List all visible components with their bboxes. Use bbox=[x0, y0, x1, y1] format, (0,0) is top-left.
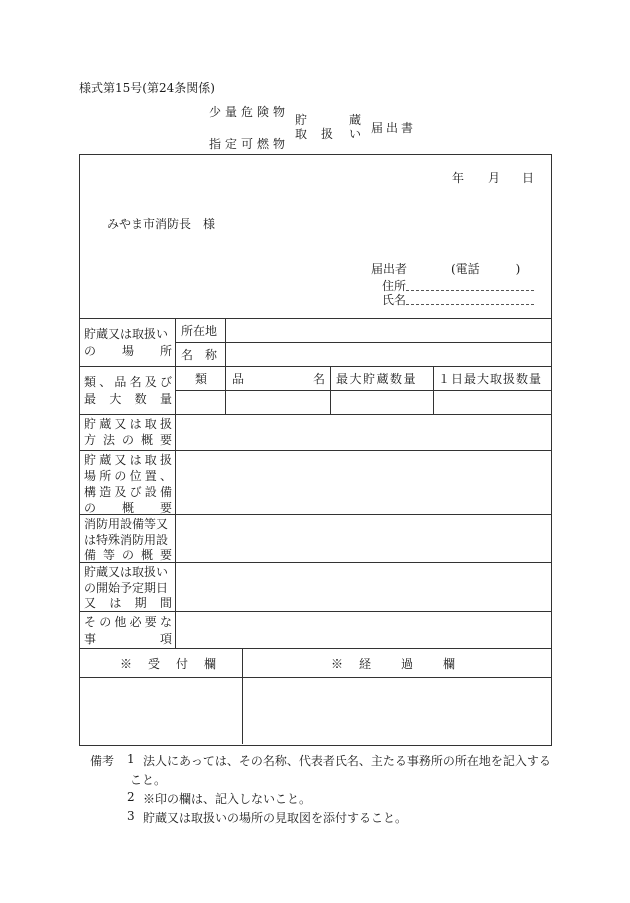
char: 数 bbox=[134, 392, 147, 406]
rule bbox=[79, 648, 551, 649]
phone-label: (電話 ) bbox=[451, 262, 521, 276]
column-max-daily: １日最大取扱数量 bbox=[438, 372, 543, 386]
char: 品 bbox=[114, 375, 127, 389]
facility-label-line2 bbox=[84, 468, 172, 484]
rule bbox=[79, 450, 551, 451]
char: 大 bbox=[109, 392, 122, 406]
method-label-line2 bbox=[84, 432, 172, 448]
char: の bbox=[84, 501, 97, 515]
name-line bbox=[406, 304, 534, 305]
address-label: 住所 bbox=[382, 279, 407, 293]
char: び bbox=[159, 375, 172, 389]
char: 扱 bbox=[159, 453, 172, 467]
char: 概 bbox=[140, 433, 153, 447]
char: 又 bbox=[114, 417, 127, 431]
char: び bbox=[129, 485, 142, 499]
title-store-char: 貯 bbox=[295, 113, 308, 127]
char: の bbox=[121, 433, 134, 447]
char: 又 bbox=[114, 453, 127, 467]
char: 方 bbox=[84, 433, 97, 447]
rule bbox=[175, 318, 176, 648]
title-hold-char: 蔵 bbox=[349, 113, 362, 127]
char: の bbox=[84, 344, 97, 358]
char: 扱 bbox=[159, 417, 172, 431]
remarks-heading: 備考 bbox=[90, 754, 115, 768]
char: 場 bbox=[84, 469, 97, 483]
fire-label-line2: は特殊消防用設 bbox=[84, 533, 169, 547]
date-year: 年 bbox=[452, 171, 465, 185]
char: は bbox=[129, 453, 142, 467]
location-label: 所在地 bbox=[181, 324, 218, 338]
char: 類 bbox=[84, 375, 97, 389]
place-label-line2 bbox=[84, 343, 172, 359]
form-code: 様式第15号(第24条関係) bbox=[79, 81, 215, 95]
title-handle-char-2: 扱 bbox=[321, 127, 334, 141]
char: 位 bbox=[129, 469, 142, 483]
remark-3-number: 3 bbox=[127, 809, 135, 823]
char: 又 bbox=[84, 596, 97, 610]
char: 及 bbox=[114, 485, 127, 499]
column-max-storage: 最大貯蔵数量 bbox=[336, 372, 418, 386]
char: 要 bbox=[159, 501, 172, 515]
char: 要 bbox=[144, 615, 157, 629]
period-label-line3 bbox=[84, 595, 172, 611]
remark-1-line1: 法人にあっては、その名称、代表者氏名、主たる事務所の所在地を記入する bbox=[143, 754, 551, 768]
char: 要 bbox=[159, 433, 172, 447]
char: 項 bbox=[159, 632, 172, 646]
remark-3: 貯蔵又は取扱いの場所の見取図を添付すること。 bbox=[143, 811, 408, 825]
facility-label-line1 bbox=[84, 452, 172, 468]
notifier-label: 届出者 bbox=[371, 262, 408, 276]
char: 等 bbox=[102, 548, 115, 562]
char: 量 bbox=[159, 392, 172, 406]
remark-2: ※印の欄は、記入しないこと。 bbox=[143, 792, 312, 806]
addressee: みやま市消防長 様 bbox=[107, 217, 216, 231]
title-small-quantity-hazmat: 少量危険物 bbox=[209, 105, 290, 119]
other-label-line2 bbox=[84, 631, 172, 647]
char: 備 bbox=[84, 548, 97, 562]
char: 場 bbox=[121, 344, 134, 358]
char: そ bbox=[84, 615, 97, 629]
char: 及 bbox=[144, 375, 157, 389]
reception-column-header: ※ 受 付 欄 bbox=[120, 657, 219, 671]
date-day: 日 bbox=[522, 171, 535, 185]
name-label: 氏名 bbox=[382, 293, 407, 307]
period-label-line1: 貯蔵又は取扱い bbox=[84, 565, 169, 579]
char: 所 bbox=[99, 469, 112, 483]
char: の bbox=[99, 615, 112, 629]
char: 、 bbox=[159, 469, 172, 483]
title-notice: 届出書 bbox=[371, 121, 417, 135]
char: 期 bbox=[134, 596, 147, 610]
char: 貯 bbox=[84, 417, 97, 431]
char: 蔵 bbox=[99, 417, 112, 431]
char: 造 bbox=[99, 485, 112, 499]
title-designated-combustibles: 指定可燃物 bbox=[209, 137, 290, 151]
char: な bbox=[159, 615, 172, 629]
char: は bbox=[109, 596, 122, 610]
rule bbox=[433, 366, 434, 414]
char: 置 bbox=[144, 469, 157, 483]
char: 事 bbox=[84, 632, 97, 646]
char: 必 bbox=[129, 615, 142, 629]
char: の bbox=[121, 548, 134, 562]
char: 概 bbox=[140, 548, 153, 562]
char: 最 bbox=[84, 392, 97, 406]
title-handle-char-3: い bbox=[349, 127, 362, 141]
facility-label-line4 bbox=[84, 500, 172, 516]
place-label-line1: 貯蔵又は取扱い bbox=[84, 327, 169, 341]
column-class: 類 bbox=[195, 372, 208, 386]
char: は bbox=[129, 417, 142, 431]
char: 法 bbox=[102, 433, 115, 447]
facility-name-label: 名 称 bbox=[181, 348, 218, 362]
char: 所 bbox=[159, 344, 172, 358]
progress-column-header: ※ 経 過 欄 bbox=[331, 657, 458, 671]
char: 概 bbox=[121, 501, 134, 515]
rule bbox=[175, 342, 551, 343]
rule bbox=[330, 366, 331, 414]
date-month: 月 bbox=[488, 171, 501, 185]
char: の bbox=[114, 469, 127, 483]
type-label-line1 bbox=[84, 374, 172, 390]
char: 間 bbox=[159, 596, 172, 610]
remark-1-number: 1 bbox=[127, 752, 135, 766]
rule bbox=[175, 390, 551, 391]
type-label-line2 bbox=[84, 391, 172, 407]
column-name: 名 bbox=[313, 372, 326, 386]
rule bbox=[242, 648, 243, 744]
fire-label-line1: 消防用設備等又 bbox=[84, 517, 169, 531]
fire-label-line3 bbox=[84, 547, 172, 563]
char: 要 bbox=[159, 548, 172, 562]
char: 蔵 bbox=[99, 453, 112, 467]
char: 取 bbox=[144, 417, 157, 431]
method-label-line1 bbox=[84, 416, 172, 432]
rule bbox=[225, 318, 226, 414]
address-line bbox=[406, 290, 534, 291]
char: 他 bbox=[114, 615, 127, 629]
char: 、 bbox=[99, 375, 112, 389]
char: 設 bbox=[144, 485, 157, 499]
char: 備 bbox=[159, 485, 172, 499]
char: 構 bbox=[84, 485, 97, 499]
column-item: 品 bbox=[232, 372, 245, 386]
other-label-line1 bbox=[84, 614, 172, 630]
char: 取 bbox=[144, 453, 157, 467]
remark-1-line2: こと。 bbox=[130, 773, 167, 787]
facility-label-line3 bbox=[84, 484, 172, 500]
rule bbox=[79, 611, 551, 612]
title-handle-char-1: 取 bbox=[295, 127, 308, 141]
rule bbox=[79, 366, 551, 367]
rule bbox=[79, 677, 551, 678]
period-label-line2: の開始予定期日 bbox=[84, 581, 169, 595]
remark-2-number: 2 bbox=[127, 790, 135, 804]
rule bbox=[79, 414, 551, 415]
rule bbox=[79, 318, 551, 319]
char: 名 bbox=[129, 375, 142, 389]
char: 貯 bbox=[84, 453, 97, 467]
